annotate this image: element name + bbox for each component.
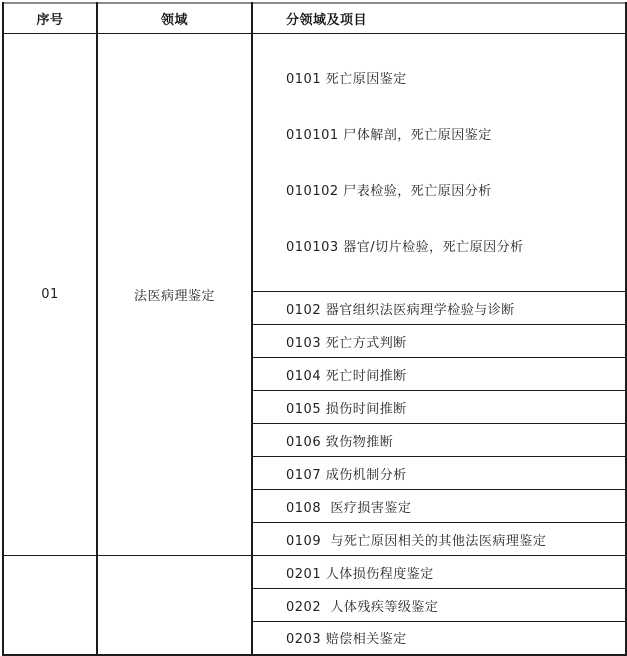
- item-cell-0104: 0104 死亡时间推断: [252, 358, 626, 391]
- item-cell-0105: 0105 损伤时间推断: [252, 391, 626, 424]
- header-number: 序号: [3, 3, 97, 34]
- item-cell-0109: 0109 与死亡原因相关的其他法医病理鉴定: [252, 523, 626, 556]
- header-subfield: 分领域及项目: [252, 3, 626, 34]
- item-cell-0101: [252, 34, 626, 292]
- item-cell-0107: 0107 成伤机制分析: [252, 457, 626, 490]
- item-cell-0201: 0201 人体损伤程度鉴定: [252, 556, 626, 589]
- table-row: [3, 34, 626, 292]
- item-cell-0103: 0103 死亡方式判断: [252, 325, 626, 358]
- classification-table: [2, 2, 627, 656]
- item-line-010103: 010103 器官/切片检验，死亡原因分析: [286, 240, 524, 255]
- group1-field-cell: 法医病理鉴定: [97, 34, 252, 556]
- table-header-row: [3, 3, 626, 34]
- item-cell-0102: 0102 器官组织法医病理学检验与诊断: [252, 292, 626, 325]
- group2-field-cell: [97, 556, 252, 655]
- header-field: 领域: [97, 3, 252, 34]
- group2-number-cell: [3, 556, 97, 655]
- item-cell-0108: 0108 医疗损害鉴定: [252, 490, 626, 523]
- item-cell-0202: 0202 人体残疾等级鉴定: [252, 589, 626, 622]
- item-line-010102: 010102 尸表检验，死亡原因分析: [286, 184, 492, 199]
- item-line-0101: 0101 死亡原因鉴定: [286, 72, 407, 87]
- item-cell-0203: 0203 赔偿相关鉴定: [252, 622, 626, 655]
- item-cell-0106: 0106 致伤物推断: [252, 424, 626, 457]
- table-row: [3, 556, 626, 589]
- item-line-010101: 010101 尸体解剖，死亡原因鉴定: [286, 128, 492, 143]
- group1-number-cell: 01: [3, 34, 97, 556]
